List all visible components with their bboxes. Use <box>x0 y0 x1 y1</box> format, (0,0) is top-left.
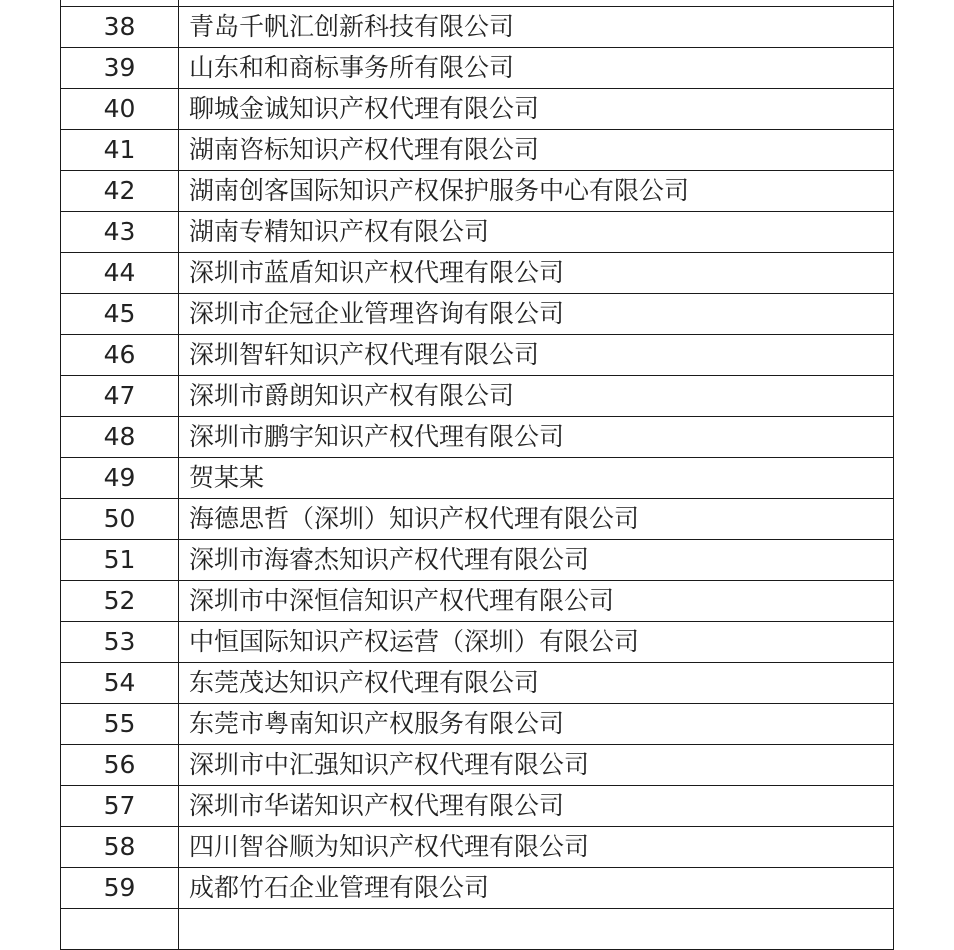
row-number: 47 <box>61 376 179 417</box>
company-name: 深圳市中汇强知识产权代理有限公司 <box>179 745 894 786</box>
company-name: 深圳市鹏宇知识产权代理有限公司 <box>179 417 894 458</box>
company-name: 成都竹石企业管理有限公司 <box>179 868 894 909</box>
row-number: 46 <box>61 335 179 376</box>
row-number: 50 <box>61 499 179 540</box>
company-name: 深圳智轩知识产权代理有限公司 <box>179 335 894 376</box>
table-row <box>61 704 894 745</box>
company-name: 海德思哲（深圳）知识产权代理有限公司 <box>179 499 894 540</box>
table-row <box>61 540 894 581</box>
table-row <box>61 376 894 417</box>
row-number: 53 <box>61 622 179 663</box>
company-list-table-container <box>60 0 893 950</box>
company-name: 湖南咨标知识产权代理有限公司 <box>179 130 894 171</box>
company-name: 东莞市粤南知识产权服务有限公司 <box>179 704 894 745</box>
table-row <box>61 130 894 171</box>
company-name: 东莞茂达知识产权代理有限公司 <box>179 663 894 704</box>
table-row <box>61 622 894 663</box>
company-name <box>179 909 894 950</box>
row-number: 45 <box>61 294 179 335</box>
company-name: 青岛千帆汇创新科技有限公司 <box>179 7 894 48</box>
row-number: 58 <box>61 827 179 868</box>
table-row <box>61 89 894 130</box>
company-name: 中恒国际知识产权运营（深圳）有限公司 <box>179 622 894 663</box>
row-number: 39 <box>61 48 179 89</box>
table-row <box>61 335 894 376</box>
row-number: 52 <box>61 581 179 622</box>
table-row <box>61 48 894 89</box>
row-number: 41 <box>61 130 179 171</box>
company-name: 湖南专精知识产权有限公司 <box>179 212 894 253</box>
company-name: 深圳市企冠企业管理咨询有限公司 <box>179 294 894 335</box>
table-row <box>61 294 894 335</box>
table-row <box>61 786 894 827</box>
table-row <box>61 212 894 253</box>
company-name: 深圳市爵朗知识产权有限公司 <box>179 376 894 417</box>
company-name: 深圳市海睿杰知识产权代理有限公司 <box>179 540 894 581</box>
table-row <box>61 909 894 950</box>
company-name: 聊城金诚知识产权代理有限公司 <box>179 89 894 130</box>
company-name: 四川智谷顺为知识产权代理有限公司 <box>179 827 894 868</box>
row-number: 57 <box>61 786 179 827</box>
row-number: 54 <box>61 663 179 704</box>
table-row <box>61 171 894 212</box>
company-list-table <box>60 0 894 950</box>
company-name: 贺某某 <box>179 458 894 499</box>
company-name: 深圳市中深恒信知识产权代理有限公司 <box>179 581 894 622</box>
table-row <box>61 458 894 499</box>
company-name: 深圳市华诺知识产权代理有限公司 <box>179 786 894 827</box>
company-name: 深圳市蓝盾知识产权代理有限公司 <box>179 253 894 294</box>
row-number: 38 <box>61 7 179 48</box>
row-number: 55 <box>61 704 179 745</box>
row-number: 59 <box>61 868 179 909</box>
row-number: 51 <box>61 540 179 581</box>
table-row <box>61 253 894 294</box>
row-number: 43 <box>61 212 179 253</box>
row-number <box>61 909 179 950</box>
row-number: 48 <box>61 417 179 458</box>
table-row <box>61 499 894 540</box>
table-row <box>61 745 894 786</box>
table-row <box>61 581 894 622</box>
table-row <box>61 868 894 909</box>
table-row <box>61 827 894 868</box>
table-row <box>61 417 894 458</box>
row-number: 40 <box>61 89 179 130</box>
table-row <box>61 663 894 704</box>
row-number: 44 <box>61 253 179 294</box>
row-number: 56 <box>61 745 179 786</box>
row-number: 42 <box>61 171 179 212</box>
company-name: 湖南创客国际知识产权保护服务中心有限公司 <box>179 171 894 212</box>
row-number: 49 <box>61 458 179 499</box>
company-name: 山东和和商标事务所有限公司 <box>179 48 894 89</box>
table-row <box>61 7 894 48</box>
